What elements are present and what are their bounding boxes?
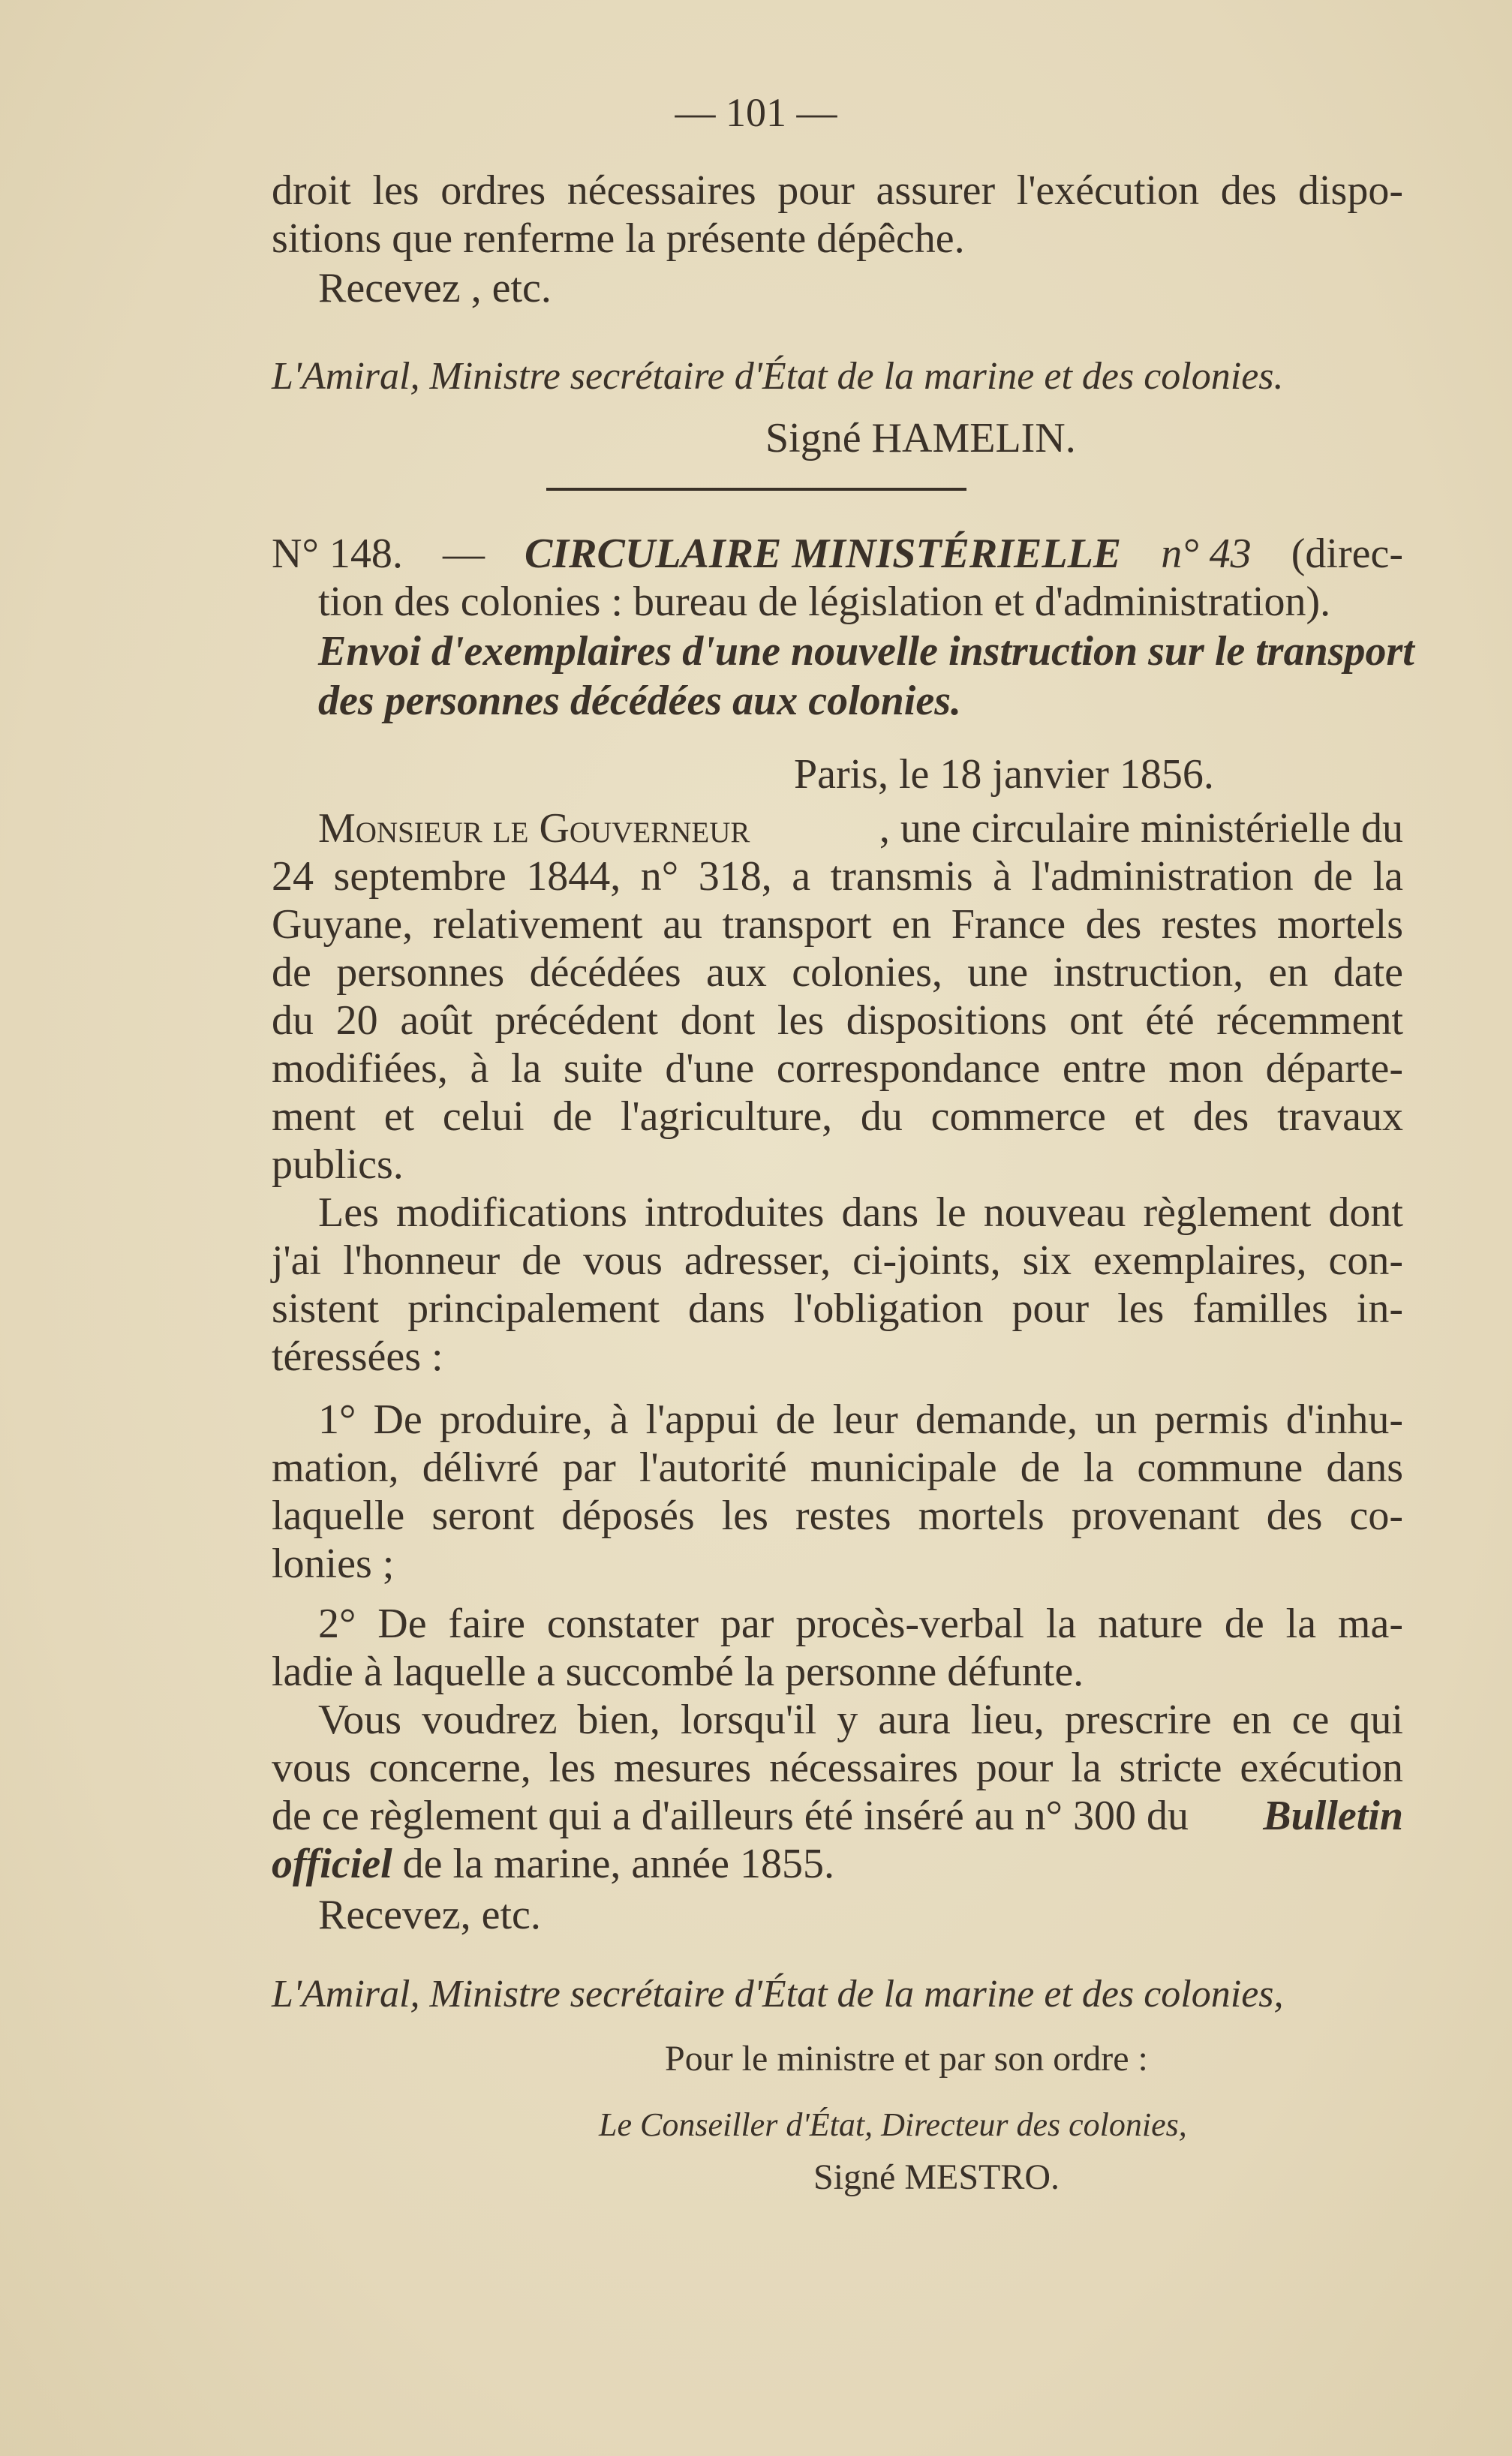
doc-subject-line-1: Envoi d'exemplaires d'une nouvelle instruction sur le transport	[318, 628, 1414, 675]
body-line-16: lonies ;	[272, 1541, 395, 1587]
body-line-19: Vous voudrez bien, lorsqu'il y aura lieu, prescrire en ce qui	[318, 1697, 1403, 1743]
body-line-15: laquelle seront déposés les restes mortels provenant des co-	[272, 1493, 1403, 1539]
doc-dateline: Paris, le 18 janvier 1856.	[794, 751, 1214, 798]
body-line-22	[272, 1840, 834, 1888]
prev-line-2: sitions que renferme la présente dépêche.	[272, 215, 965, 262]
doc-director-line: Le Conseiller d'État, Directeur des colonies,	[599, 2106, 1187, 2143]
salutation: Monsieur le Gouverneur	[318, 805, 750, 852]
bulletin-word: Bulletin	[1263, 1793, 1403, 1839]
body-line-21-text: de ce règlement qui a d'ailleurs été inséré au n° 300 du	[272, 1793, 1189, 1839]
body-line-1-text: , une circulaire ministérielle du	[879, 805, 1403, 852]
body-line-14: mation, délivré par l'autorité municipale de la commune dans	[272, 1444, 1403, 1491]
doc-heading-title: CIRCULAIRE MINISTÉRIELLE	[525, 531, 1122, 577]
doc-order-line: Pour le ministre et par son ordre :	[665, 2039, 1148, 2079]
body-line-22-text: de la marine, année 1855.	[402, 1841, 834, 1887]
separator-rule	[546, 488, 966, 491]
body-line-9: Les modifications introduites dans le nouveau règlement dont	[318, 1189, 1403, 1236]
body-line-10: j'ai l'honneur de vous adresser, ci-joints, six exemplaires, con-	[272, 1237, 1403, 1284]
body-line-13: 1° De produire, à l'appui de leur demande, un permis d'inhu-	[318, 1396, 1403, 1443]
doc-number: N° 148.	[272, 531, 403, 577]
doc-signature: Signé MESTRO.	[813, 2157, 1060, 2197]
body-line-12: téressées :	[272, 1333, 443, 1380]
prev-line-1: droit les ordres nécessaires pour assurer l'exécution des dispo-	[272, 167, 1403, 214]
prev-signatory-title: L'Amiral, Ministre secrétaire d'État de la marine et des colonies.	[272, 355, 1284, 398]
body-line-7: ment et celui de l'agriculture, du commerce et des travaux	[272, 1093, 1403, 1140]
heading-dash: —	[442, 531, 485, 577]
body-line-6: modifiées, à la suite d'une correspondance entre mon départe-	[272, 1045, 1403, 1092]
doc-heading-line-2: tion des colonies : bureau de législation et d'administration).	[318, 579, 1331, 625]
doc-signatory-title: L'Amiral, Ministre secrétaire d'État de la marine et des colonies,	[272, 1973, 1284, 2016]
body-line-2: 24 septembre 1844, n° 318, a transmis à l'administration de la	[272, 853, 1403, 900]
officiel-word: officiel	[272, 1841, 392, 1887]
body-line-18: ladie à laquelle a succombé la personne défunte.	[272, 1649, 1084, 1695]
prev-closing: Recevez , etc.	[318, 265, 552, 311]
prev-signature: Signé HAMELIN.	[765, 415, 1076, 461]
body-line-5: du 20 août précédent dont les dispositions ont été récemment	[272, 997, 1403, 1044]
body-line-3: Guyane, relativement au transport en France des restes mortels	[272, 901, 1403, 948]
body-line-4: de personnes décédées aux colonies, une instruction, en date	[272, 949, 1403, 996]
body-line-17: 2° De faire constater par procès-verbal la nature de la ma-	[318, 1601, 1403, 1647]
doc-closing: Recevez, etc.	[318, 1892, 541, 1938]
doc-subject-line-2: des personnes décédées aux colonies.	[318, 678, 962, 724]
page-number: — 101 —	[675, 90, 837, 135]
doc-heading-num: n° 43	[1161, 531, 1252, 577]
doc-heading-line-1	[272, 530, 1403, 578]
body-line-1	[318, 804, 1403, 852]
body-line-11: sistent principalement dans l'obligation pour les familles in-	[272, 1285, 1403, 1332]
body-line-8: publics.	[272, 1141, 404, 1188]
body-line-21	[272, 1792, 1403, 1840]
body-line-20: vous concerne, les mesures nécessaires pour la stricte exécution	[272, 1745, 1403, 1791]
doc-heading-rest: (direc-	[1291, 531, 1403, 577]
